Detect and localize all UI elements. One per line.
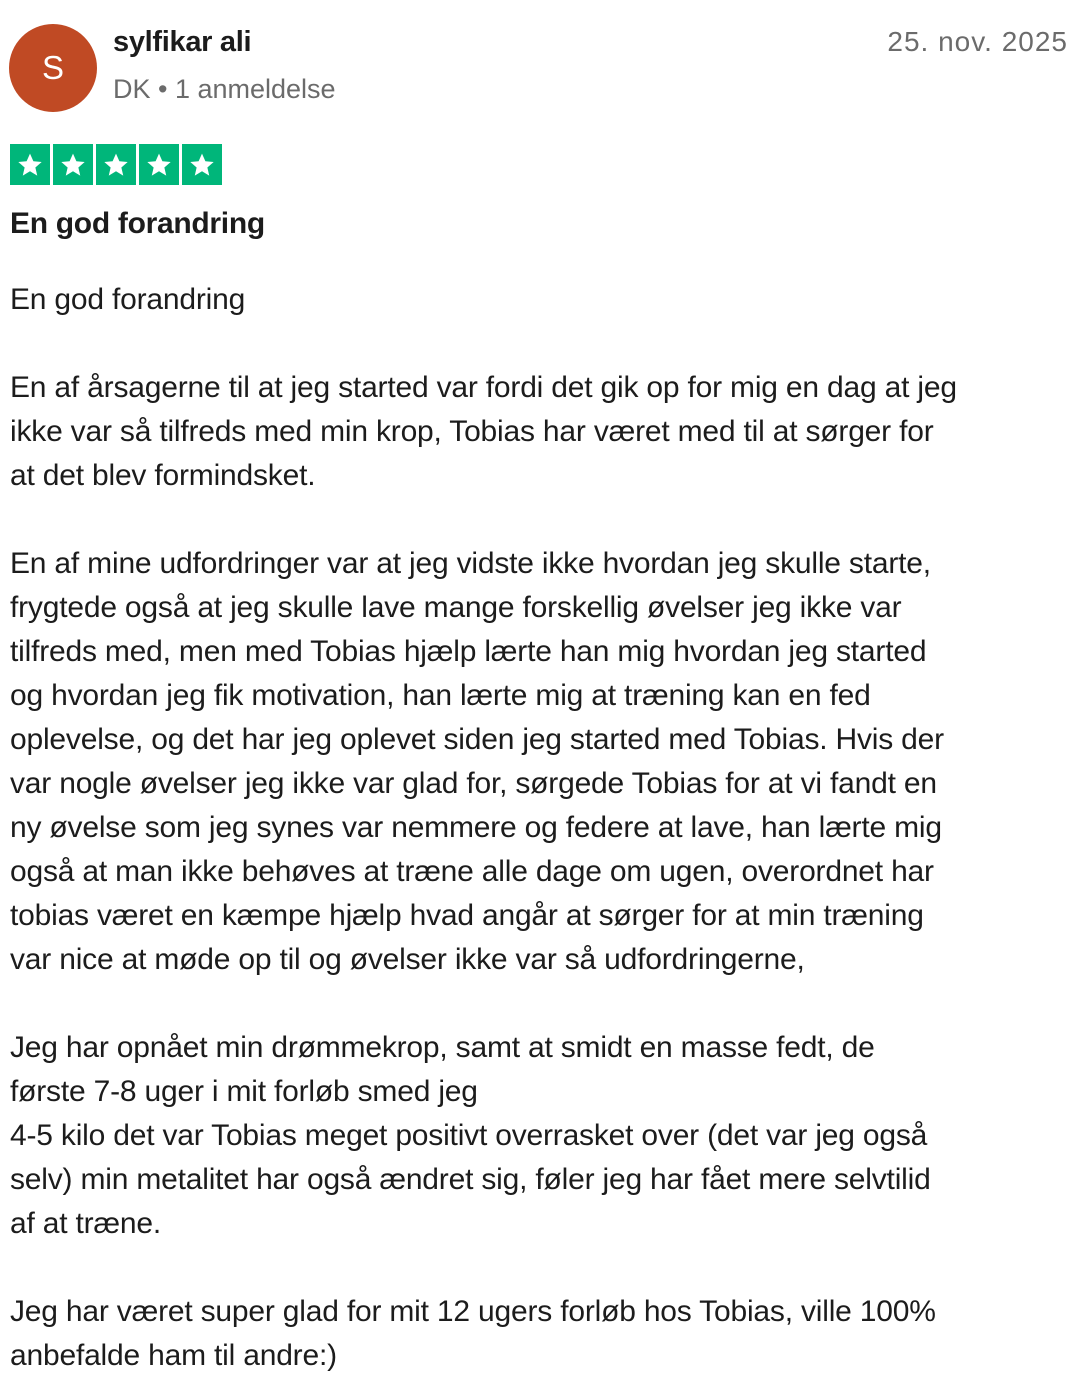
review-text-line: også at man ikke behøves at træne alle dage om ugen, overordnet har	[10, 855, 934, 888]
review-text-line: anbefalde ham til andre:)	[10, 1339, 337, 1372]
reviewer-meta: DK • 1 anmeldelse	[113, 74, 336, 104]
review-text-line: første 7-8 uger i mit forløb smed jeg	[10, 1075, 478, 1108]
review-paragraph	[10, 1026, 1075, 1246]
avatar[interactable]: S	[9, 24, 97, 112]
review-text-line: oplevelse, og det har jeg oplevet siden jeg started med Tobias. Hvis der	[10, 723, 944, 756]
review-text-line: tilfreds med, men med Tobias hjælp lærte han mig hvordan jeg started	[10, 635, 927, 668]
review-text-line: Jeg har opnået min drømmekrop, samt at smidt en masse fedt, de	[10, 1031, 875, 1064]
review-title: En god forandring	[10, 207, 265, 240]
review-text-line: En af årsagerne til at jeg started var fordi det gik op for mig en dag at jeg	[10, 371, 957, 404]
review-paragraph	[10, 366, 1075, 498]
review-date: 25. nov. 2025	[887, 26, 1068, 57]
review-text-line: Jeg har været super glad for mit 12 ugers forløb hos Tobias, ville 100%	[10, 1295, 936, 1328]
review-paragraph	[10, 1290, 1075, 1378]
star-icon	[182, 144, 222, 185]
review-text-line: ikke var så tilfreds med min krop, Tobias har været med til at sørger for	[10, 415, 934, 448]
review-text-line: og hvordan jeg fik motivation, han lærte mig at træning kan en fed	[10, 679, 871, 712]
review-text-line: var nice at møde op til og øvelser ikke var så udfordringerne,	[10, 943, 805, 976]
review-text-line: En af mine udfordringer var at jeg vidste ikke hvordan jeg skulle starte,	[10, 547, 931, 580]
review-text-line: En god forandring	[10, 283, 246, 316]
review-text-line: tobias været en kæmpe hjælp hvad angår at sørger for at min træning	[10, 899, 924, 932]
review-text-line: at det blev formindsket.	[10, 459, 316, 492]
review-body	[10, 278, 1075, 1378]
review-text-line: var nogle øvelser jeg ikke var glad for, sørgede Tobias for at vi fandt en	[10, 767, 937, 800]
review-paragraph	[10, 278, 1075, 322]
star-icon	[53, 144, 93, 185]
star-icon	[10, 144, 50, 185]
star-rating	[10, 144, 222, 185]
review-text-line: af at træne.	[10, 1207, 162, 1240]
star-icon	[96, 144, 136, 185]
review-text-line: ny øvelse som jeg synes var nemmere og federe at lave, han lærte mig	[10, 811, 942, 844]
review-paragraph	[10, 542, 1075, 982]
review-text-line: 4-5 kilo det var Tobias meget positivt overrasket over (det var jeg også	[10, 1119, 928, 1152]
review-text-line: selv) min metalitet har også ændret sig, føler jeg har fået mere selvtilid	[10, 1163, 931, 1196]
star-icon	[139, 144, 179, 185]
review-text-line: frygtede også at jeg skulle lave mange forskellig øvelser jeg ikke var	[10, 591, 902, 624]
reviewer-name[interactable]: sylfikar ali	[113, 26, 252, 58]
